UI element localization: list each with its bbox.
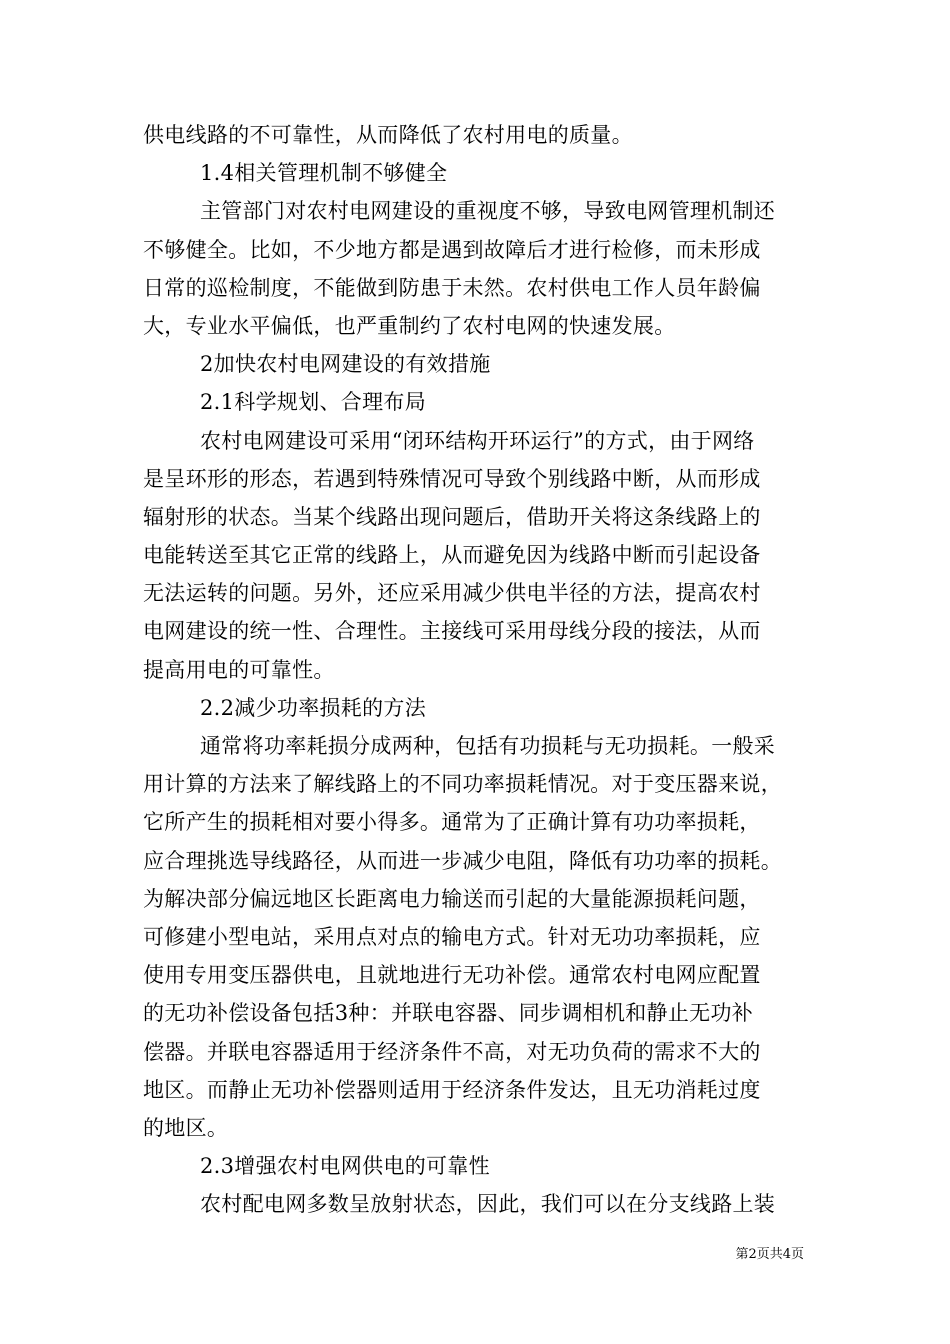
text-line: 电网建设的统一性、合理性。主接线可采用母线分段的接法，从而 xyxy=(143,619,761,644)
text-line: 可修建小型电站，采用点对点的输电方式。针对无功功率损耗，应 xyxy=(143,924,761,949)
section-heading: 2.1科学规划、合理布局 xyxy=(200,390,426,415)
section-heading: 2.2减少功率损耗的方法 xyxy=(200,695,426,720)
text-line: 通常将功率耗损分成两种，包括有功损耗与无功损耗。一般采 xyxy=(200,734,776,758)
text-line: 使用专用变压器供电，且就地进行无功补偿。通常农村电网应配置 xyxy=(143,963,761,988)
text-line: 农村电网建设可采用“闭环结构开环运行”的方式，由于网络 xyxy=(200,428,755,453)
page-number: 第2页共4页 xyxy=(735,1247,804,1262)
text-line: 提高用电的可靠性。 xyxy=(143,657,335,682)
text-line: 日常的巡检制度，不能做到防患于未然。农村供电工作人员年龄偏 xyxy=(143,275,761,300)
text-line: 用计算的方法来了解线路上的不同功率损耗情况。对于变压器来说， xyxy=(143,772,782,797)
text-line: 供电线路的不可靠性，从而降低了农村用电的质量。 xyxy=(143,123,633,147)
text-line: 大，专业水平偏低，也严重制约了农村电网的快速发展。 xyxy=(143,313,676,338)
text-line: 的无功补偿设备包括3种：并联电容器、同步调相机和静止无功补 xyxy=(143,1001,754,1026)
text-line: 应合理挑选导线路径，从而进一步减少电阻，降低有功功率的损耗。 xyxy=(143,848,782,873)
text-line: 的地区。 xyxy=(143,1115,229,1140)
text-line: 电能转送至其它正常的线路上，从而避免因为线路中断而引起设备 xyxy=(143,543,761,568)
section-heading: 2加快农村电网建设的有效措施 xyxy=(200,352,491,377)
text-line: 农村配电网多数呈放射状态，因此，我们可以在分支线路上装 xyxy=(200,1192,776,1217)
text-line: 偿器。并联电容器适用于经济条件不高，对无功负荷的需求不大的 xyxy=(143,1039,761,1064)
page-footer xyxy=(0,1246,950,1264)
text-line: 为解决部分偏远地区长距离电力输送而引起的大量能源损耗问题， xyxy=(143,886,761,911)
section-heading: 1.4相关管理机制不够健全 xyxy=(200,161,448,186)
text-line: 主管部门对农村电网建设的重视度不够，导致电网管理机制还 xyxy=(200,199,776,224)
text-line: 地区。而静止无功补偿器则适用于经济条件发达，且无功消耗过度 xyxy=(143,1077,761,1102)
text-line: 它所产生的损耗相对要小得多。通常为了正确计算有功功率损耗， xyxy=(143,810,761,835)
text-line: 是呈环形的形态，若遇到特殊情况可导致个别线路中断，从而形成 xyxy=(143,466,761,491)
text-line: 辐射形的状态。当某个线路出现问题后，借助开关将这条线路上的 xyxy=(143,504,761,529)
section-heading: 2.3增强农村电网供电的可靠性 xyxy=(200,1154,490,1179)
text-line: 无法运转的问题。另外，还应采用减少供电半径的方法，提高农村 xyxy=(143,581,761,606)
document-body xyxy=(143,116,813,1223)
text-line: 不够健全。比如，不少地方都是遇到故障后才进行检修，而未形成 xyxy=(143,237,761,262)
